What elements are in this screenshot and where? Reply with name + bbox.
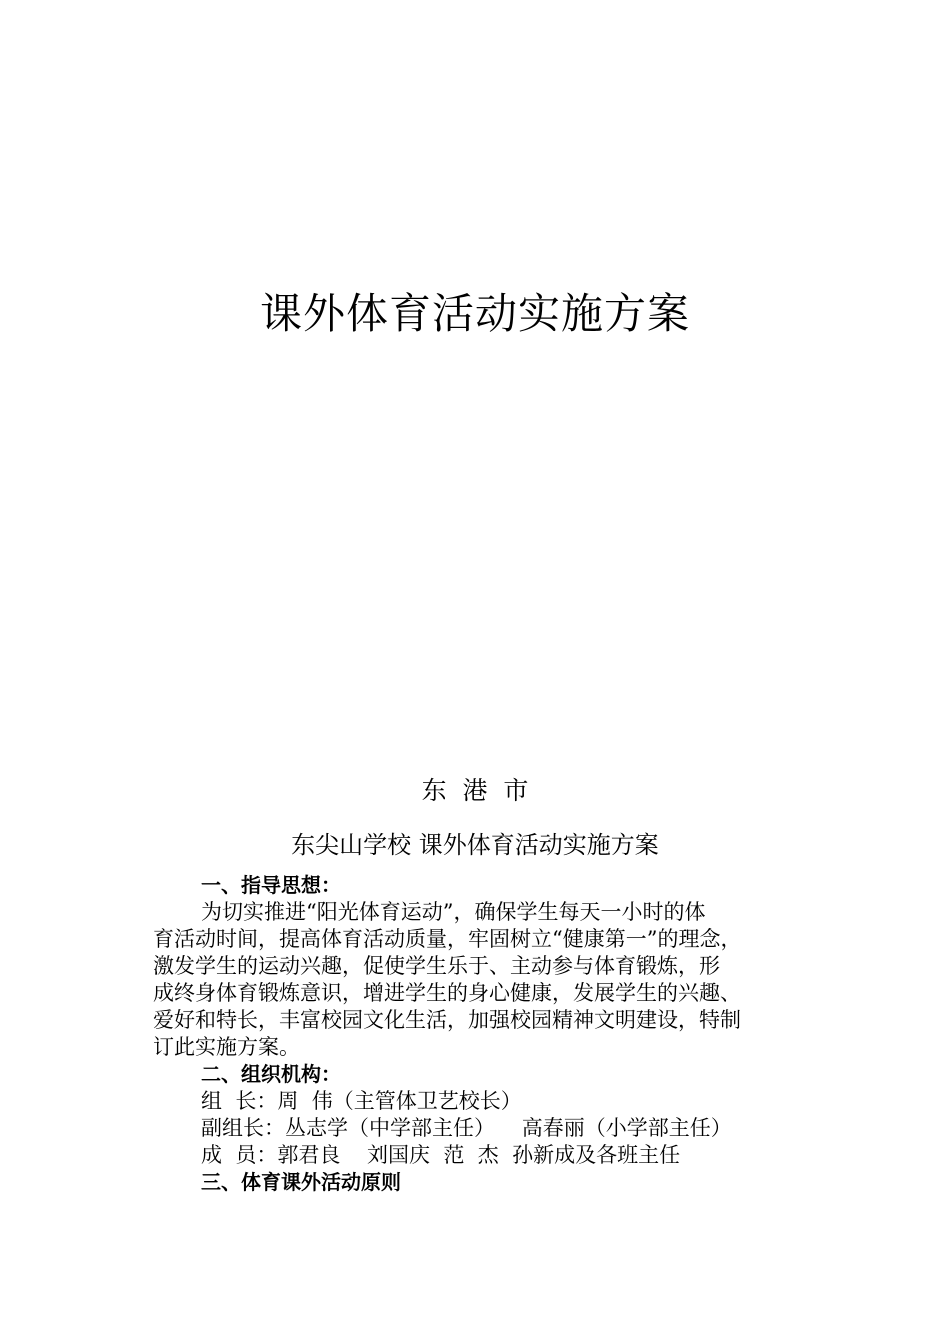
org-leader-line: 组 长：周 伟（主管体卫艺校长） (201, 1089, 522, 1113)
city-name: 东 港 市 (421, 776, 529, 805)
main-title: 课外体育活动实施方案 (259, 289, 690, 338)
org-members-line: 成 员：郭君良 刘国庆 范 杰 孙新成及各班主任 (201, 1143, 681, 1167)
section-heading-organization: 二、组织机构： (201, 1062, 341, 1086)
paragraph-line: 育活动时间，提高体育活动质量，牢固树立“健康第一”的理念， (153, 927, 742, 951)
document-subtitle: 东尖山学校 课外体育活动实施方案 (291, 831, 659, 859)
org-deputy-line: 副组长：丛志学（中学部主任） 高春丽（小学部主任） (201, 1116, 732, 1140)
paragraph-line: 爱好和特长，丰富校园文化生活，加强校园精神文明建设，特制 (153, 1008, 741, 1032)
document-body (153, 872, 813, 1196)
section-heading-principles: 三、体育课外活动原则 (201, 1170, 401, 1194)
paragraph-line: 成终身体育锻炼意识，增进学生的身心健康，发展学生的兴趣、 (153, 981, 741, 1005)
paragraph-line: 订此实施方案。 (153, 1035, 300, 1059)
paragraph-line: 为切实推进“阳光体育运动”，确保学生每天一小时的体 (201, 900, 706, 924)
paragraph-line: 激发学生的运动兴趣，促使学生乐于、主动参与体育锻炼，形 (153, 954, 720, 978)
section-heading-guiding-ideology: 一、指导思想： (201, 873, 341, 897)
